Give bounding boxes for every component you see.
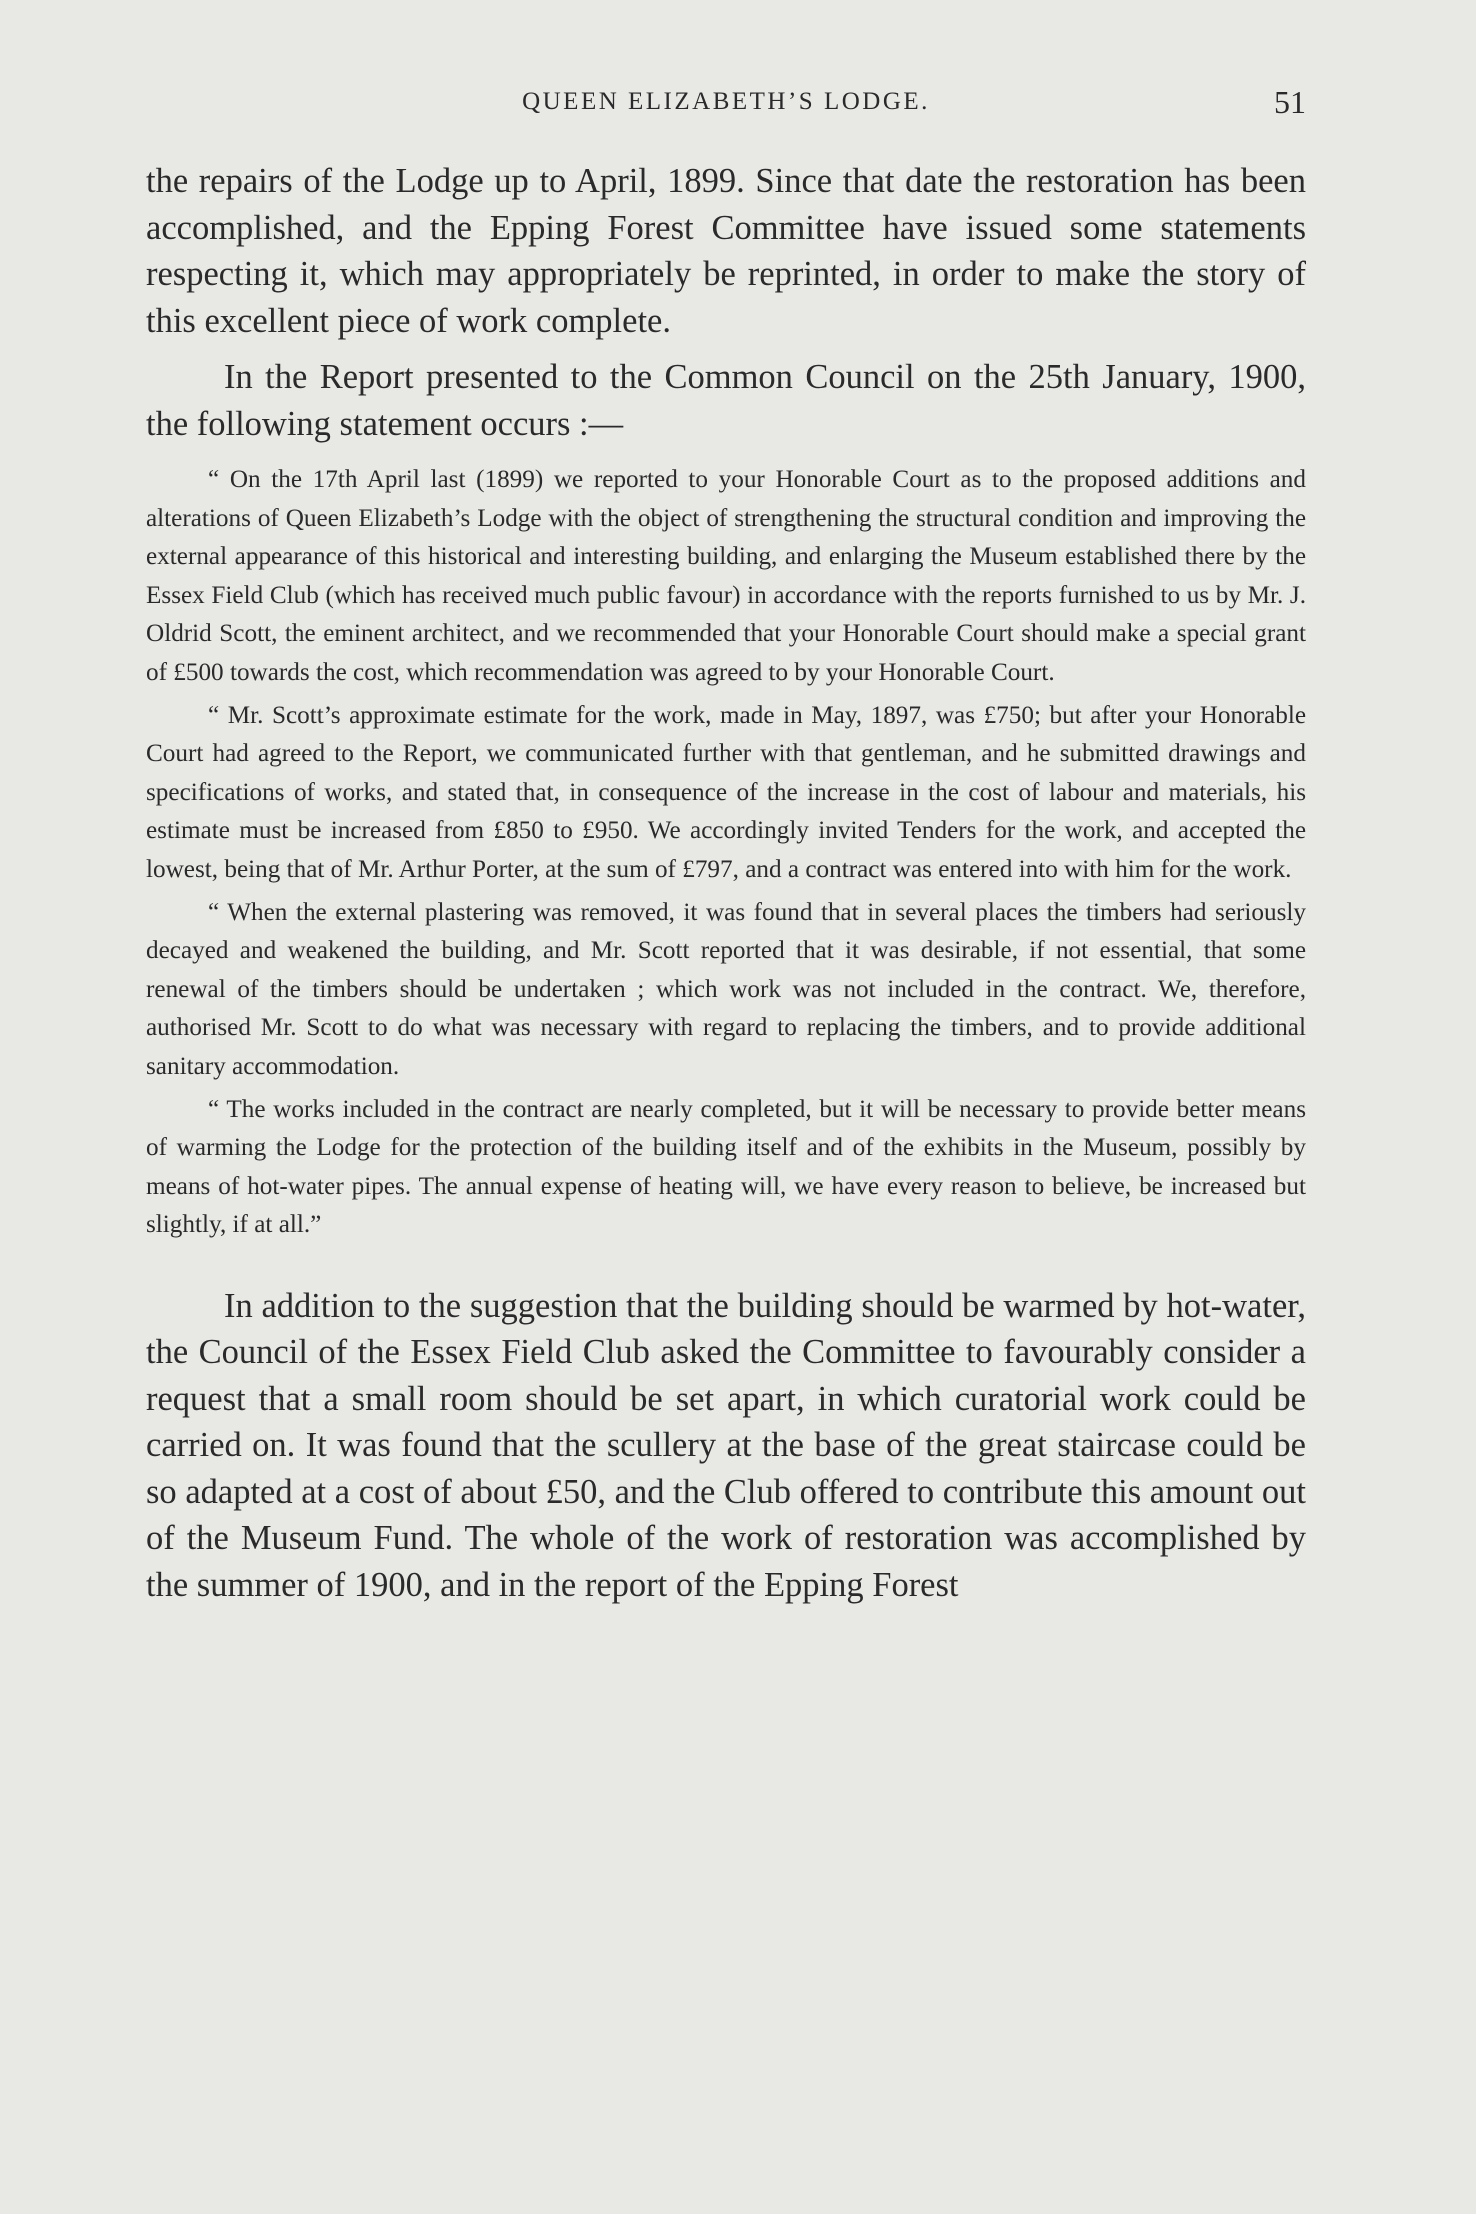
quotation-paragraph-1: “ On the 17th April last (1899) we reported to your Honorable Court as to the proposed additions and alterations of Queen Elizabeth’s Lodge with the object of strengthening the structural condition and improving the external appearance of this historical and interesting building, and enlarging the Museum established there by the Essex Field Club (which has received much public favour) in accordance with the reports furnished to us by Mr. J. Oldrid Scott, the eminent architect, and we recommended that your Honorable Court should make a special grant of £500 towards the cost, which recommendation was agreed to by your Honorable Court. (146, 466, 1306, 686)
quotation-paragraph-3: “ When the external plastering was removed, it was found that in several places the timbers had seriously decayed and weakened the building, and Mr. Scott reported that it was desirable, if not essential, that some renewal of the timbers should be undertaken ; which work was not included in the contract. We, therefore, authorised Mr. Scott to do what was necessary with regard to replacing the timbers, and to provide additional sanitary accommodation. (146, 898, 1306, 1080)
paragraph-additions: In addition to the suggestion that the building should be warmed by hot-water, the Council of the Essex Field Club asked the Committee to favourably consider a request that a small room should be set apart, in which curatorial work could be carried on. It was found that the scullery at the base of the great staircase could be so adapted at a cost of about £50, and the Club offered to contribute this amount out of the Museum Fund. The whole of the work of restoration was accomplished by the summer of 1900, and in the report of the Epping Forest (146, 1286, 1306, 1604)
quotation-paragraph-4: “ The works included in the contract are nearly completed, but it will be necessary to provide better means of warming the Lodge for the protection of the building itself and of the exhibits in the Museum, possibly by means of hot-water pipes. The annual expense of heating will, we have every reason to believe, be increased but slightly, if at all.” (146, 1095, 1306, 1239)
report-quotation (146, 461, 1306, 1245)
page-number: 51 (1274, 84, 1306, 120)
running-title: QUEEN ELIZABETH’S LODGE. (522, 88, 930, 115)
body-text (146, 158, 1306, 1618)
paragraph-report-intro: In the Report presented to the Common Council on the 25th January, 1900, the following statement occurs :— (146, 358, 1306, 443)
running-header (146, 84, 1306, 124)
paragraph-continuation: the repairs of the Lodge up to April, 1899. Since that date the restoration has been accomplished, and the Epping Forest Committee have issued some statements respecting it, which may appropriately be reprinted, in order to make the story of this excellent piece of work complete. (146, 162, 1306, 340)
quotation-paragraph-2: “ Mr. Scott’s approximate estimate for the work, made in May, 1897, was £750; but after your Honorable Court had agreed to the Report, we communicated further with that gentleman, and he submitted drawings and specifications of works, and stated that, in consequence of the increase in the cost of labour and materials, his estimate must be increased from £850 to £950. We accordingly invited Tenders for the work, and accepted the lowest, being that of Mr. Arthur Porter, at the sum of £797, and a contract was entered into with him for the work. (146, 701, 1306, 883)
